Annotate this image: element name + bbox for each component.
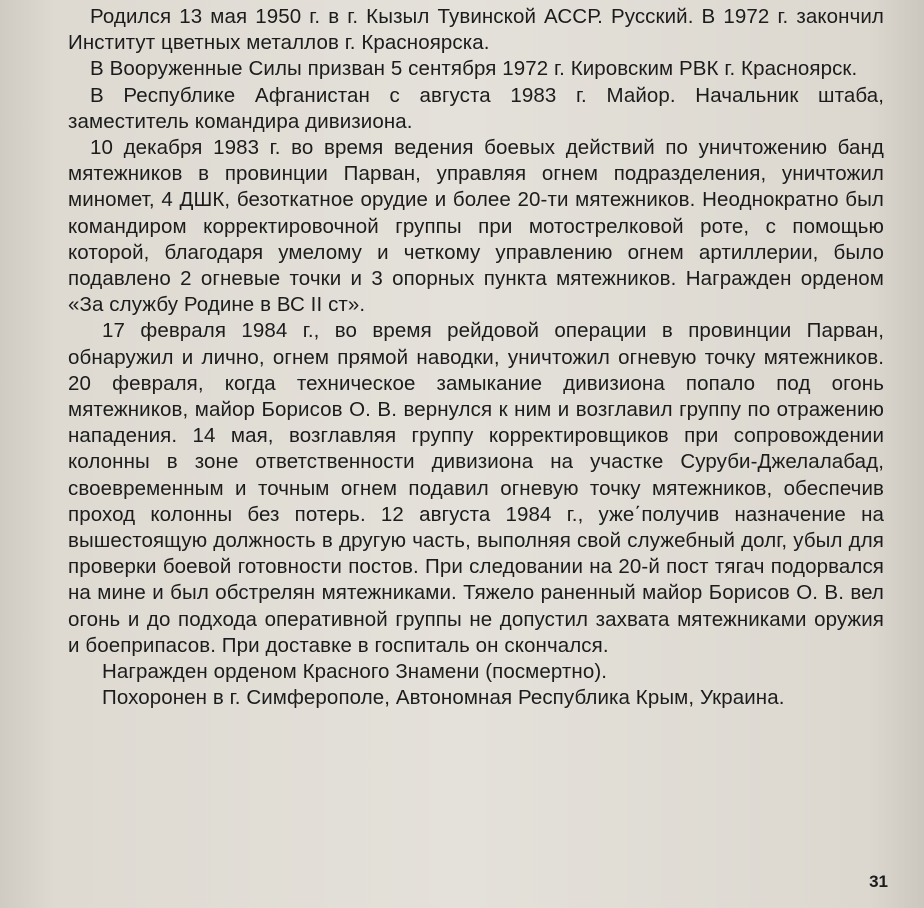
biography-text	[68, 4, 884, 711]
paragraph-burial: Похоронен в г. Симферополе, Автономная Республика Крым, Украина.	[102, 686, 785, 710]
paragraph-1984: 17 февраля 1984 г., во время рейдовой операции в провинции Парван, обнаружил и лично, огнем прямой наводки, уничтожил огневую точку мятежников. 20 февраля, когда техническое замыкание дивизиона попало под огонь мятежников, майор Борисов О. В. вернулся к ним и возглавил группу по отражению нападения. 14 мая, возглавляя группу корректировщиков при сопровождении колонны в зоне ответственности дивизиона на участке Суруби-Джелалабад, своевременным и точным огнем подавил огневую точку мятежников, обеспечив проход колонны без потерь. 12 августа 1984 г., уже΄получив назначение на вышестоящую должность в другую часть, выполняя свой служебный долг, убыл для проверки боевой готовности постов. При следовании на 20-й пост тягач подорвался на мине и был обстрелян мятежниками. Тяжело раненный майор Борисов О. В. вел огонь и до подхода оперативной группы не допустил захвата мятежниками оружия и боеприпасов. При доставке в госпиталь он скончался.	[68, 319, 884, 657]
paragraph-award: Награжден орденом Красного Знамени (посмертно).	[102, 660, 608, 684]
paragraph-birth: Родился 13 мая 1950 г. в г. Кызыл Тувинской АССР. Русский. В 1972 г. закончил Институт цветных металлов г. Красноярска.	[68, 5, 884, 55]
page-number: 31	[869, 872, 888, 891]
paragraph-afghanistan: В Республике Афганистан с августа 1983 г. Майор. Начальник штаба, заместитель командира дивизиона.	[68, 83, 884, 133]
paragraph-december-1983: 10 декабря 1983 г. во время ведения боевых действий по уничтожению банд мятежников в провинции Парван, управляя огнем подразделения, уничтожил миномет, 4 ДШК, безоткатное орудие и более 20-ти мятежников. Неоднократно был командиром корректировочной группы при мотострелковой роте, с помощью которой, благодаря умелому и четкому управлению огнем артиллерии, было подавлено 2 огневые точки и 3 опорных пункта мятежников. Награжден орденом «За службу Родине в ВС II ст».	[68, 136, 884, 317]
paragraph-conscription: В Вооруженные Силы призван 5 сентября 1972 г. Кировским РВК г. Красноярск.	[90, 57, 858, 81]
